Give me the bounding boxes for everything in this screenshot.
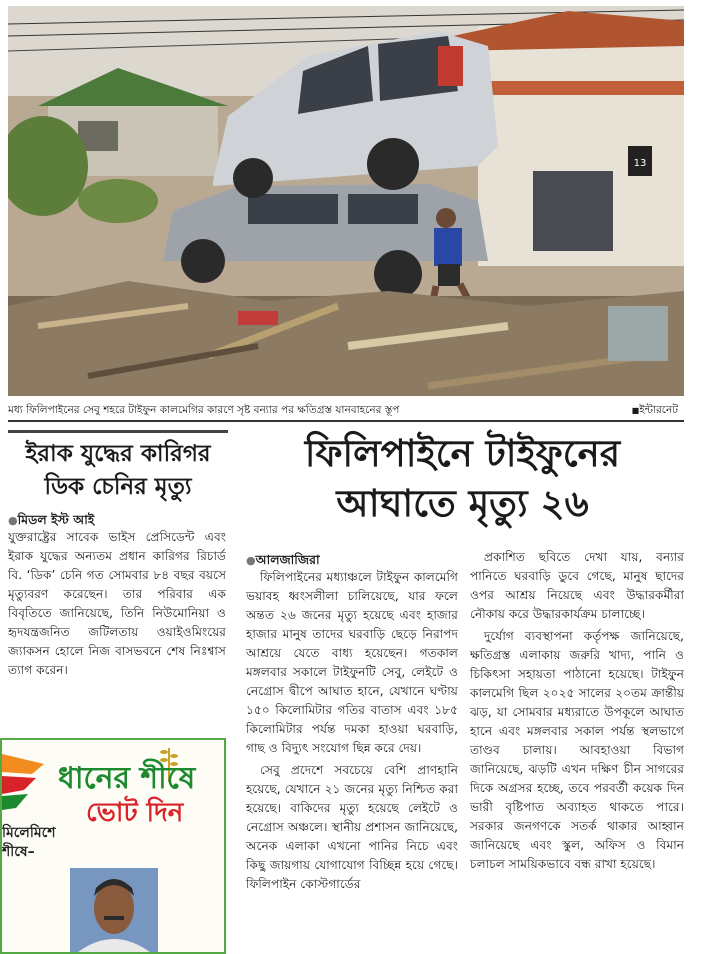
election-advertisement [0,738,226,954]
side-story-body: যুক্তরাষ্ট্রের সাবেক ভাইস প্রেসিডেন্ট এবং ইরাক যুদ্ধের অন্যতম প্রধান কারিগর রিচার্ড বি. ‘ডিক’ চেনি গত সোমবার ৮৪ বছর বয়সে মৃত্যুবরণ করেছেন। তার পরিবার এক বিবৃতিতে জানিয়েছে, তিনি নিউমোনিয়া ও হৃদযন্ত্রজনিত জটিলতায় ওয়াইওমিংয়ের জ্যাকসন হোলে নিজ বাসভবনে শেষ নিঃশ্বাস ত্যাগ করেন। [8,530,226,677]
flood-wrecked-cars-illustration [8,6,684,396]
main-story-headline [240,428,685,528]
paragraph: দুর্যোগ ব্যবস্থাপনা কর্তৃপক্ষ জানিয়েছে, ক্ষতিগ্রস্ত এলাকায় জরুরি খাদ্য, পানি ও চিকিৎসা সহায়তা পাঠানো হয়েছে। টাইফুন কালমেগি ছিল ২০২৫ সালের ২০তম ক্রান্তীয় ঝড়, যা সোমবার মধ্যরাতে উপকূলে আঘাত হানে এবং মঙ্গলবার সকাল পর্যন্ত স্থলভাগে তাণ্ডব চালায়। আবহাওয়া বিভাগ জানিয়েছে, ঝড়টি এখন দক্ষিণ চীন সাগরের দিকে অগ্রসর হচ্ছে, তবে পরবর্তী কয়েক দিন ভারী বৃষ্টিপাত অব্যাহত থাকতে পারে। সরকার জনগণকে সতর্ক থাকার আহ্বান জানিয়েছে এবং স্কুল, অফিস ও বিমান চলাচল সাময়িকভাবে বন্ধ রাখা হয়েছে। [470,629,684,871]
paragraph: ফিলিপাইনের মধ্যাঞ্চলে টাইফুন কালমেগি ভয়াবহ ধ্বংসলীলা চালিয়েছে, যার ফলে অন্তত ২৬ জনের মৃত্যু হয়েছে এবং হাজার হাজার মানুষ তাদের ঘরবাড়ি ছেড়ে নিরাপদ আশ্রয়ে যেতে বাধ্য হয়েছেন। গতকাল মঙ্গলবার সকালে টাইফুনটি সেবু, লেইটে ও নেগ্রোস দ্বীপে আঘাত হানে, যেখানে ঘণ্টায় ১৫০ কিলোমিটার গতির বাতাস এবং ১৮৫ কিলোমিটার পর্যন্ত দমকা হাওয়া ঘরবাড়ি, গাছ ও বিদ্যুৎ সংযোগ ছিন্ন করে দেয়। [246,570,458,755]
ad-slogan-line-1: ধানের শীষে [58,761,196,796]
main-story-source: ● আলজাজিরা [246,552,320,572]
photo-caption [8,400,684,422]
ad-slogan-line-2: ভোট দিন [86,798,184,828]
main-headline-line-2: আঘাতে মৃত্যু ২৬ [336,481,589,525]
ad-tagline-line-2: শীষে– [2,844,35,860]
side-story-headline [8,430,228,503]
caption-text: মধ্য ফিলিপাইনের সেবু শহরে টাইফুন কালমেগির কারণে সৃষ্ট বন্যার পর ক্ষতিগ্রস্ত যানবাহনের স্তূপ [8,404,400,416]
ad-color-bars-graphic [2,750,44,810]
license-plate-text: 13 [633,158,647,169]
ad-tagline-line-1: মিলেমিশে [2,825,56,841]
side-headline-line-1: ইরাক যুদ্ধের কারিগর [25,440,211,467]
main-story-column-2 [470,548,684,877]
news-photo [8,6,684,396]
paragraph: সেবু প্রদেশে সবচেয়ে বেশি প্রাণহানি হয়েছে, যেখানে ২১ জনের মৃত্যু নিশ্চিত করা হয়েছে। বাকিদের মৃত্যু হয়েছে লেইটে ও নেগ্রোস অঞ্চলে। স্থানীয় প্রশাসন জানিয়েছে, অনেক এলাকা এখনো পানির নিচে এবং কিছু জায়গায় যোগাযোগ বিচ্ছিন্ন হয়ে গেছে। ফিলিপাইন কোস্টগার্ডের [246,763,458,891]
ad-tagline [2,824,56,862]
side-headline-line-2: ডিক চেনির মৃত্যু [44,473,192,500]
paragraph: প্রকাশিত ছবিতে দেখা যায়, বন্যার পানিতে ঘরবাড়ি ডুবে গেছে, মানুষ ছাদের ওপর আশ্রয় নিয়েছে এবং উদ্ধারকর্মীরা নৌকায় করে উদ্ধারকার্যক্রম চালাচ্ছে। [470,550,684,621]
main-story-column-1 [246,568,458,897]
candidate-portrait [70,868,158,952]
photo-credit: ■ ইন্টারনেট [632,400,678,421]
main-headline-line-1: ফিলিপাইনে টাইফুনের [304,431,621,475]
side-story-source: ● মিডল ইস্ট আই [8,512,94,532]
